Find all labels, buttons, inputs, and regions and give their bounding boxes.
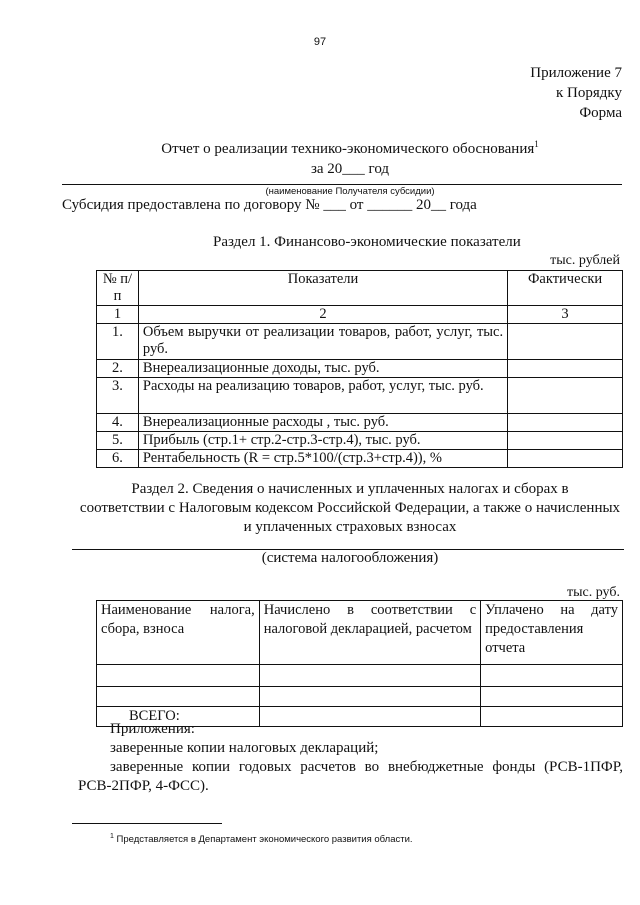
row-value[interactable] bbox=[508, 450, 623, 468]
header-paid: Уплачено на дату предоставления отчета bbox=[481, 601, 623, 665]
table-row bbox=[97, 432, 623, 450]
tax-cell[interactable] bbox=[259, 665, 480, 687]
tax-system-caption: (система налогообложения) bbox=[261, 550, 439, 566]
row-indicator: Расходы на реализацию товаров, работ, услуг, тыс. руб. bbox=[138, 378, 507, 414]
table-header-row bbox=[97, 601, 623, 665]
tax-cell[interactable] bbox=[481, 665, 623, 687]
appendix-line-2: к Порядку bbox=[556, 85, 622, 101]
table-row bbox=[97, 450, 623, 468]
table-numbering-row bbox=[97, 306, 623, 324]
report-title bbox=[0, 134, 640, 179]
row-number: 5. bbox=[97, 432, 139, 450]
recipient-line bbox=[62, 184, 622, 185]
row-indicator: Прибыль (стр.1+ стр.2-стр.3-стр.4), тыс. руб. bbox=[138, 432, 507, 450]
section2-title-line-3: и уплаченных страховых взносах bbox=[243, 519, 457, 535]
table-row bbox=[97, 665, 623, 687]
table-row bbox=[97, 378, 623, 414]
row-number: 6. bbox=[97, 450, 139, 468]
section2-title bbox=[0, 480, 640, 537]
header-indicators: Показатели bbox=[138, 271, 507, 306]
numbering-cell: 2 bbox=[138, 306, 507, 324]
footnote-separator bbox=[72, 823, 222, 824]
row-number: 2. bbox=[97, 360, 139, 378]
row-number: 1. bbox=[97, 324, 139, 360]
tax-cell[interactable] bbox=[481, 687, 623, 707]
table-row bbox=[97, 324, 623, 360]
numbering-cell: 3 bbox=[508, 306, 623, 324]
attachments-heading: Приложения: bbox=[110, 721, 195, 737]
tax-cell[interactable] bbox=[259, 687, 480, 707]
recipient-caption: (наименование Получателя субсидии) bbox=[265, 186, 435, 197]
row-value[interactable] bbox=[508, 378, 623, 414]
appendix-block bbox=[530, 63, 622, 123]
section2-title-line-2: соответствии с Налоговым кодексом Российской Федерации, а также о начисленных bbox=[79, 500, 621, 516]
header-number: № п/п bbox=[97, 271, 139, 306]
row-indicator: Внереализационные расходы , тыс. руб. bbox=[138, 414, 507, 432]
total-label: ВСЕГО: bbox=[97, 707, 260, 727]
attachments-block bbox=[78, 720, 623, 796]
table-row bbox=[97, 360, 623, 378]
page-number: 97 bbox=[313, 36, 327, 48]
section2-title-line-1: Раздел 2. Сведения о начисленных и уплаченных налогах и сборах в bbox=[131, 481, 569, 497]
row-indicator: Объем выручки от реализации товаров, работ, услуг, тыс. руб. bbox=[138, 324, 507, 360]
section1-units: тыс. рублей bbox=[550, 253, 620, 268]
appendix-line-1: Приложение 7 bbox=[530, 65, 622, 81]
header-accrued: Начислено в соответствии с налоговой декларацией, расчетом bbox=[259, 601, 480, 665]
table-row bbox=[97, 687, 623, 707]
header-actual: Фактически bbox=[508, 271, 623, 306]
footnote-mark: 1 bbox=[110, 833, 114, 840]
section1-title: Раздел 1. Финансово-экономические показатели bbox=[213, 234, 521, 250]
row-value[interactable] bbox=[508, 324, 623, 360]
row-value[interactable] bbox=[508, 414, 623, 432]
row-indicator: Внереализационные доходы, тыс. руб. bbox=[138, 360, 507, 378]
section2-units: тыс. руб. bbox=[567, 585, 620, 600]
footnote bbox=[110, 833, 413, 845]
subsidy-line: Субсидия предоставлена по договору № ___ от ______ 20__ года bbox=[62, 197, 477, 213]
row-number: 3. bbox=[97, 378, 139, 414]
taxes-table bbox=[96, 600, 623, 727]
financial-indicators-table bbox=[96, 270, 623, 468]
tax-cell[interactable] bbox=[97, 687, 260, 707]
row-number: 4. bbox=[97, 414, 139, 432]
attachment-item-2: заверенные копии годовых расчетов во внебюджетные фонды (РСВ-1ПФР, РСВ-2ПФР, 4-ФСС). bbox=[78, 759, 623, 794]
row-value[interactable] bbox=[508, 360, 623, 378]
tax-cell[interactable] bbox=[97, 665, 260, 687]
footnote-text: Представляется в Департамент экономического развития области. bbox=[116, 834, 413, 846]
header-tax-name: Наименование налога, сбора, взноса bbox=[97, 601, 260, 665]
row-value[interactable] bbox=[508, 432, 623, 450]
appendix-line-3: Форма bbox=[579, 105, 622, 121]
table-row bbox=[97, 414, 623, 432]
attachment-item-1: заверенные копии налоговых деклараций; bbox=[110, 740, 379, 756]
table-header-row bbox=[97, 271, 623, 306]
title-line-2: за 20___ год bbox=[310, 161, 390, 177]
title-line-1: Отчет о реализации технико-экономического обоснования bbox=[161, 141, 535, 157]
numbering-cell: 1 bbox=[97, 306, 139, 324]
row-indicator: Рентабельность (R = стр.5*100/(стр.3+стр.4)), % bbox=[138, 450, 507, 468]
title-footnote-mark: 1 bbox=[534, 139, 539, 149]
